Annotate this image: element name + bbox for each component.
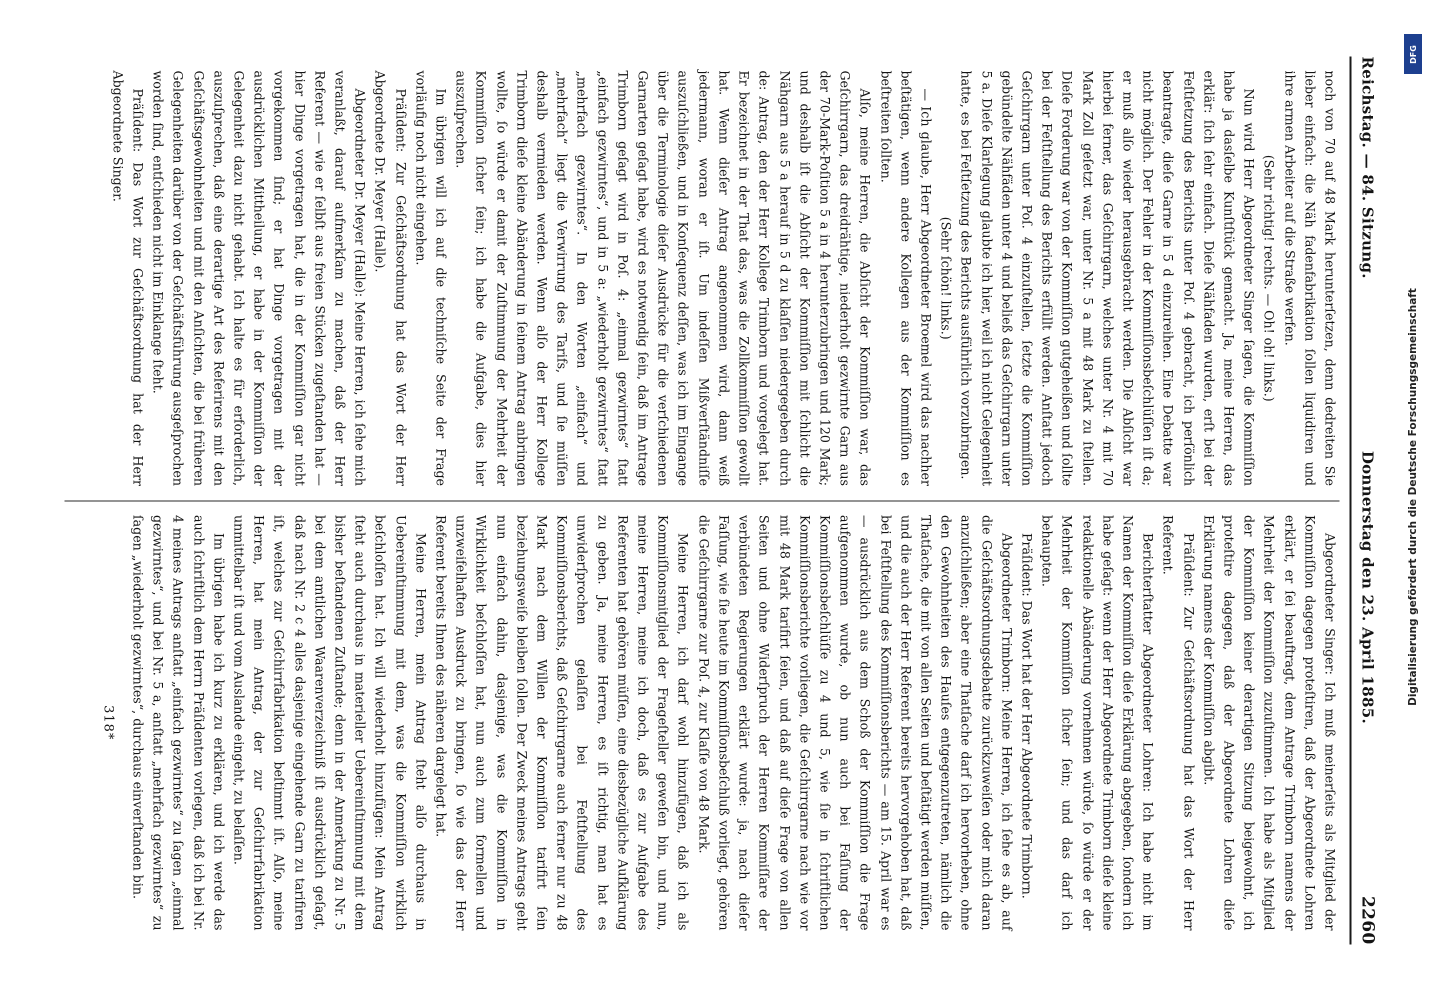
signature-mark: 318* — [100, 705, 116, 741]
right-column — [65, 500, 1340, 945]
paragraph: Im übrigen habe ich kurz zu erklären, und ich werde das auch ſchriftlich dem Herrn Präſidenten vorlegen, daß ich bei Nr. 4 meines Antrags anſtatt „einfach gezwirntes“ zu ſagen „einmal gezwirntes“, und bei Nr. 5 a, anſtatt „mehrfach gezwirntes“ zu ſagen „wiederholt gezwirntes“, durchaus einverſtanden bin. — [130, 515, 227, 931]
rotated-page — [29, 31, 1404, 971]
speaker-paragraph: Präſident: Zur Geſchäftsordnung hat das Wort der Herr Abgeordnete Dr. Meyer (Halle). — [372, 70, 409, 486]
funding-sidebar — [1400, 20, 1426, 980]
paragraph: noch von 70 auf 48 Mark herunterſetzen, denn dedreiten Sie lieber einfach: die Näh fadenfabrikation ſollen liquidiren und ihre armen Arbeiter auf die Straße werfen. — [1282, 70, 1338, 486]
paragraph: Im übrigen will ich auf die techniſche Seite der Frage vorläufig noch nicht eingehen. — [413, 70, 449, 486]
paragraph: Nun wird Herr Abgeordneter Singer ſagen, die Kommiſſion habe ja dasſelbe Kunſtſtück gemacht. Ja, meine Herren, das erklär: ſich ſehr einfach. Dieſe Nähfaden wurden, erſt bei der Feſtſetzung des Berichts unter Poſ. 4 gebracht, ich perſönlich beantragte, dieſe Garne in 5 d einzureihen. Eine Debatte war nicht möglich. Der Fehler in der Kommiſſionsbeſchlüſſen iſt da; er muß alſo wieder herausgebracht werden. Die Abſicht war hierbei ferner, das Geſchirrgarn, welches unter Nr. 4 mit 70 Mark Zoll geſetzt war, unter Nr. 5 a mit 48 Mark zu ſtellen. Dieſe Forderung war von der Kommiſſion gutgeheißen und ſollte bei der Feſtſtellung des Berichts erfüllt werden. Anſtatt jedoch Geſchirrgarn unter Poſ. 4 einzuſtellen, ſetzte die Kommiſſion gebündelte Nähfäden unter 4 und beließ das Geſchirrgarn unter 5 a. Dieſe Klarlegung glaubte ich hier, weil ich nicht Gelegenheit hatte, es bei Feſtſetzung des Berichts ausführlich vorzubringen. — [958, 70, 1257, 486]
speaker-paragraph: Berichterſtatter Abgeordneter Lohren: Ich habe nicht im Namen der Kommiſſion dieſe Erklärung abgegeben, ſondern ich habe geſagt: wenn der Herr Abgeordnete Trimborn dieſe kleine redaktionelle Abänderung vornehmen würde, ſo würde er der Mehrheit der Kommiſſion ſicher ſein; und das darf ich behaupten. — [1039, 515, 1156, 931]
interjection: (Sehr ſchön! links.) — [938, 216, 954, 340]
text-columns — [65, 57, 1340, 945]
speaker-paragraph: Präſident: Das Wort zur Geſchäftsordnung hat der Herr Abgeordnete Singer. — [110, 70, 146, 486]
speaker-paragraph: Abgeordneter Singer: Ich muß meinerſeits als Mitglied der Kommiſſion dagegen proteſtiren, daß der Abgeordnete Lohren erklärt, er ſei beauftragt, dem Antrage Trimborn namens der Mehrheit der Kommiſſion zuzuſtimmen. Ich habe als Mitglied der Kommiſſion keiner derartigen Sitzung beigewohnt, ich proteſtire dagegen, daß der Abgeordnete Lohren dieſe Erklärung namens der Kommiſſion abgibt. — [1201, 515, 1338, 931]
page-number: 2260 — [1357, 895, 1378, 945]
page-header — [1350, 57, 1378, 945]
speaker-paragraph: Präſident: Zur Geſchäftsordnung hat das Wort der Herr Referent. — [1160, 515, 1197, 931]
paragraph: Alſo, meine Herren, die Abſicht der Kommiſſion war, das Geſchirrgarn, das dreidrähtige, niederholt gezwirnte Garn aus der 70-Mark-Poſition 5 a in 4 herunterzubringen und 120 Mark; und deshalb iſt die Abſicht der Kommiſſion mit ſchlicht die Nähgarn aus 5 a herauf in 5 d zu klaſſen niedergegeben durch de: Antrag, den der Herr Kollege Trimborn und vorgelegt hat. Er bezeichnet in der That das, was die Zollkommiſſion gewollt hat. Wenn dieſer Antrag angenommen wird, dann weiß jedermann, woran er iſt. Um indeſſen Mißverſtändniſſe auszuſchließen, und in Konſequenz deſſen, was ich im Eingange über die Terminologie dieſer Ausdrücke für die verſchiedenen Garnarten geſagt habe, wird es notwendig ſein, daß im Antrage Trimborn geſagt wird in Poſ. 4: „einmal gezwirntes“ ſtatt „einfach gezwirntes“, und in 5 a: „wiederholt gezwirntes“ ſtatt „mehrfach gezwirntes“. In den Worten „einfach“ und „mehrfach“ liegt die Verwirrung des Tarifs, und ſie müſſen deshalb vermieden werden. Wenn alſo der Herr Kollege Trimborn dieſe kleine Abänderung in ſeinem Antrag anbringen wollte, ſo würde er damit der Zuſtimmung der Mehrheit der Kommiſſion ſicher ſein; ich habe die Aufgabe, dies hier auszuſprechen. — [453, 70, 873, 486]
speaker-paragraph: Abgeordneter Trimborn: Meine Herren, ich ſehe es ab, auf die Geſchäftsordnungsdebatte zurückzuweiſen oder mich daran anzuſchließen; aber eine Thatſache darf ich hervorheben, ohne den Gewohnheiten des Hauſes entgegenzutreten, nämlich die Thatſache, die mit von allen Seiten und beſtätigt werden müſſen, und die auch der Herr Referent bereits hervorgehoben hat, daß bei Feſtſtellung des Kommiſſionsberichts — am 15. April war es — ausdrücklich aus dem Schoß der Kommiſſion die Frage aufgenommen wurde, ob nun auch bei Faſſung der Kommiſſionsbeſchlüſſe zu 4 und 5, wie ſie in ſchriftlichen Kommiſſionsberichte vorliegen, die Geſchirrgarne nach wie vor mit 48 Mark tarifirt ſeien, und daß auf dieſe Frage von allen Seiten und ohne Widerſpruch der Herren Kommiſſare der verbündeten Regierungen erklärt wurde: ja, nach dieſer Faſſung, wie ſie heute im Kommiſſionsbeſchluß vorliegt, gehören die Geſchirrgarne zur Poſ. 4, zur Klaſſe von 48 Mark. — [696, 515, 1015, 931]
funding-notice: Digitalisierung gefördert durch die Deutsche Forschungsgemeinschaft — [1407, 288, 1419, 706]
header-center: Donnerstag den 23. April 1885. — [1358, 450, 1377, 724]
dfg-logo-text: DFG — [1408, 44, 1418, 64]
header-left: Reichstag. — 84. Sitzung. — [1358, 56, 1377, 279]
interjection: (Sehr richtig! rechts. — Oh! oh! links.) — [1261, 154, 1277, 402]
paragraph: Meine Herren, ich darf wohl hinzufügen, daß ich als Kommiſſionsmitglied der Frageſteller geweſen bin, und nun, meine Herren, meine ich doch, daß es zur Aufgabe des Referenten hat gehören müſſen, eine diesbezügliche Aufklärung zu geben. Ja, meine Herren, es iſt richtig, man hat es unwiderſprochen gelaſſen bei Feſtſtellung des Kommiſſionsberichts, daß Geſchirrgarne auch ferner nur zu 48 Mark nach dem Willen der Kommiſſion tarifirt ſein beziehungsweiſe bleiben ſollen. Der Zweck meines Antrags geht nun einfach dahin, dasjenige, was die Kommiſſion in Wirklichkeit beſchloſſen hat, nun auch zum formellen und unzweifelhaften Ausdruck zu bringen, ſo wie das der Herr Referent bereits Ihnen des näheren dargelegt hat. — [433, 515, 691, 931]
paragraph: — Ich glaube, Herr Abgeordneter Broemel wird das nachher beſtätigen, wenn andere Kollegen aus der Kommiſſion es beſtreiten ſollten. — [878, 70, 934, 486]
paragraph: Meine Herren, mein Antrag ſteht alſo durchaus in Uebereinſtimmung mit dem, was die Kommiſſion wirklich beſchloſſen hat. Ich will wiederholt hinzufügen: Mein Antrag ſteht auch durchaus in materieller Uebereinſtimmung mit dem bisher beſtandenen Zuſtande; denn in der Anmerkung zu Nr. 5 bei dem amtlichen Waarenverzeichniß iſt ausdrücklich geſagt, daß nach Nr. 2 c 4 alles dasjenige eingehende Garn zu tarifiren iſt, welches zur Geſchirrfabrikation beſtimmt iſt. Alſo, meine Herren, hat mein Antrag, der zur Geſchirrfabrikation unmittelbar iſt und vom Auslande eingeht, zu belaſſen. — [231, 515, 429, 931]
speaker-paragraph: Präſident: Das Wort hat der Herr Abgeordnete Trimborn. — [1019, 533, 1035, 899]
speaker-paragraph: Abgeordneter Dr. Meyer (Halle): Meine Herren, ich ſehe mich veranlaßt, darauf aufmerkſam zu machen, daß der Herr Referent — wie er ſelbſt aus freien Stücken zugeſtanden hat — hier Dinge vorgetragen hat, die in der Kommiſſion gar nicht vorgekommen ſind; er hat Dinge vorgetragen mit der ausdrücklichen Mittheilung, er habe in der Kommiſſion der Gelegenheit dazu nicht gehabt. Ich halte es für erforderlich, auszuſprechen, daß eine derartige Art des Referirens mit den Geſchäftsgewohnheiten und mit den Anſichten, die bei früheren Gelegenheiten darüber von der Geſchäftsführung ausgeſprochen worden ſind, entſchieden nicht im Einklange ſteht. — [150, 70, 368, 486]
left-column — [65, 57, 1340, 501]
